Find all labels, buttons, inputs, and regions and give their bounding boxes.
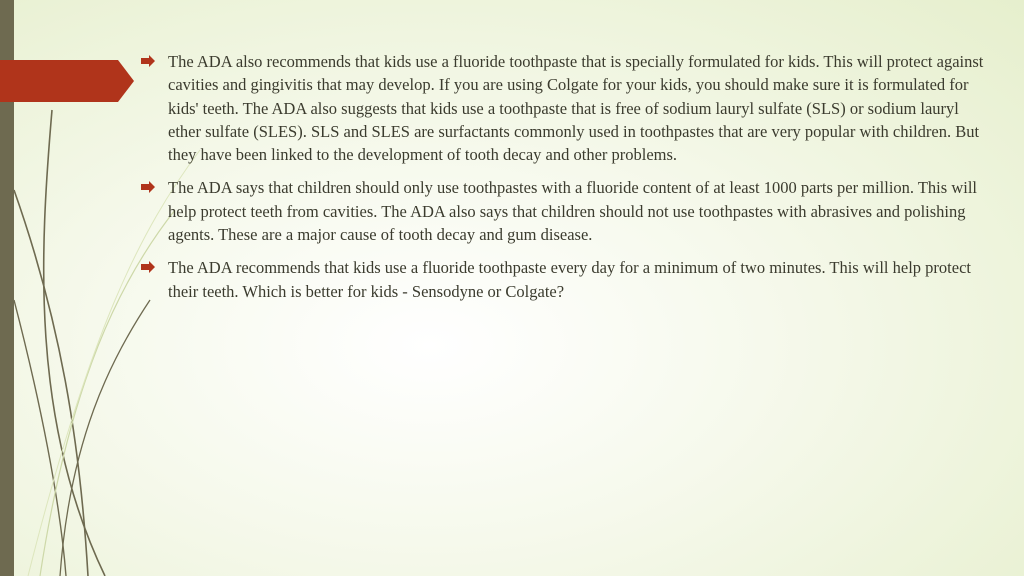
slide-content	[138, 50, 988, 313]
title-accent-tab	[0, 60, 134, 102]
arrow-bullet-icon	[140, 261, 156, 273]
bullet-list	[138, 50, 988, 303]
bullet-item-3	[138, 256, 988, 303]
bullet-text-3: The ADA recommends that kids use a fluoride toothpaste every day for a minimum of two minutes. This will help protect their teeth. Which is better for kids - Sensodyne or Colgate?	[168, 258, 971, 301]
bullet-item-1	[138, 50, 988, 166]
bullet-item-2	[138, 176, 988, 246]
bullet-text-1: The ADA also recommends that kids use a fluoride toothpaste that is specially formulated for kids. This will protect against cavities and gingivitis that may develop. If you are using Colgate for your kids, you should make sure it is formulated for kids' teeth. The ADA also suggests that kids use a toothpaste that is free of sodium lauryl sulfate (SLS) or sodium lauryl ether sulfate (SLES). SLS and SLES are surfactants commonly used in toothpastes that are very popular with children. But they have been linked to the development of tooth decay and other problems.	[168, 52, 984, 165]
arrow-bullet-icon	[140, 181, 156, 193]
arrow-bullet-icon	[140, 55, 156, 67]
bullet-text-2: The ADA says that children should only use toothpastes with a fluoride content of at least 1000 parts per million. This will help protect teeth from cavities. The ADA also says that children should not use toothpastes with abrasives and polishing agents. These are a major cause of tooth decay and gum disease.	[168, 178, 977, 245]
